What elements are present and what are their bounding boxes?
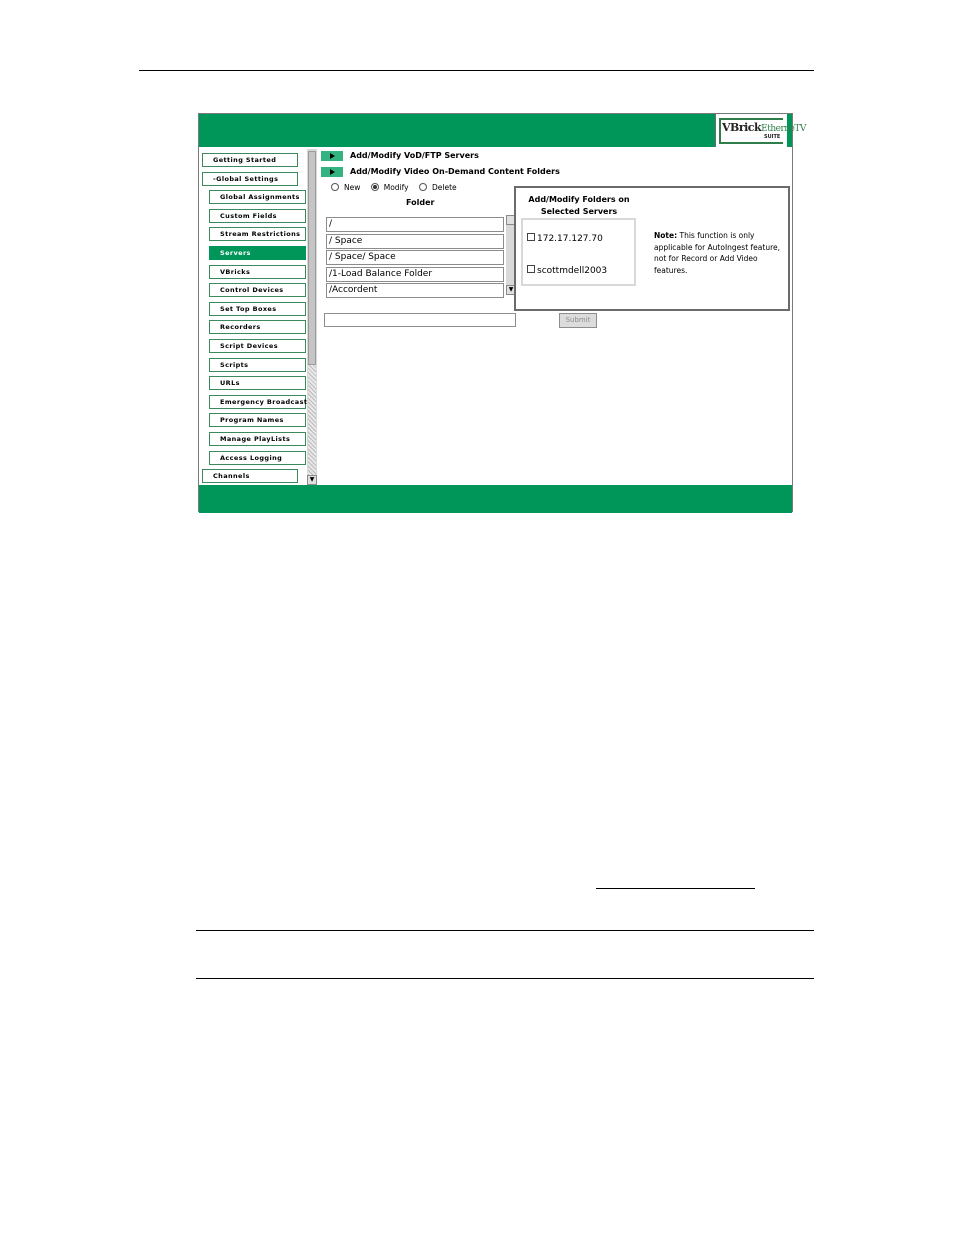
server-item[interactable]: scottmdell2003 [527, 265, 607, 276]
nav-item-control-devices[interactable]: Control Devices [209, 283, 306, 297]
underline-rule [596, 888, 755, 889]
nav-item-stream-restrictions[interactable]: Stream Restrictions [209, 227, 306, 241]
logo-suite: SUITE [764, 134, 781, 140]
note-top-rule [196, 930, 814, 931]
nav-item-scripts[interactable]: Scripts [209, 358, 306, 372]
folder-item[interactable]: /Accordent [326, 283, 504, 298]
nav-scroll-thumb[interactable] [308, 151, 316, 365]
nav-item-custom-fields[interactable]: Custom Fields [209, 209, 306, 223]
folder-item[interactable]: / Space [326, 234, 504, 249]
app-header [199, 114, 792, 147]
vbrick-logo [715, 114, 806, 147]
checkbox-icon[interactable] [527, 265, 535, 273]
radio-modify-icon[interactable] [371, 183, 379, 191]
nav-scroll-track[interactable] [308, 365, 316, 475]
nav-item-emergency-broadcast[interactable]: Emergency Broadcast [209, 395, 306, 409]
nav-item-global-settings[interactable]: -Global Settings [202, 172, 298, 186]
radio-delete[interactable]: Delete [419, 183, 457, 192]
radio-modify[interactable]: Modify [371, 183, 409, 192]
radio-new[interactable]: New [331, 183, 360, 192]
folder-name-input[interactable] [324, 313, 516, 327]
folder-scroll-down-icon[interactable]: ▼ [506, 285, 516, 295]
submit-button[interactable]: Submit [559, 313, 597, 328]
link-vod-content-folders[interactable]: Add/Modify Video On-Demand Content Folders [321, 166, 560, 178]
nav-item-access-logging[interactable]: Access Logging [209, 451, 306, 465]
radio-new-icon[interactable] [331, 183, 339, 191]
note-text: Note: This function is only applicable for AutoIngest feature, not for Record or Add Video features. [654, 231, 780, 275]
nav-item-global-assignments[interactable]: Global Assignments [209, 190, 306, 204]
nav-item-getting-started[interactable]: Getting Started [202, 153, 298, 167]
server-item[interactable]: 172.17.127.70 [527, 233, 603, 244]
nav-item-recorders[interactable]: Recorders [209, 320, 306, 334]
play-icon[interactable] [321, 167, 343, 177]
checkbox-icon[interactable] [527, 233, 535, 241]
nav-item-vbricks[interactable]: VBricks [209, 265, 306, 279]
nav-item-program-names[interactable]: Program Names [209, 413, 306, 427]
folder-item[interactable]: /1-Load Balance Folder [326, 267, 504, 282]
logo-text: VBrickEtherneTV [722, 121, 806, 134]
folder-item[interactable]: / [326, 217, 504, 232]
folder-label: Folder [406, 198, 435, 207]
folder-listbox[interactable] [325, 215, 518, 295]
folder-item[interactable]: / Space/ Space [326, 250, 504, 265]
nav-item-manage-playlists[interactable]: Manage PlayLists [209, 432, 306, 446]
top-rule [139, 70, 814, 71]
app-window [198, 113, 806, 512]
mode-radio-group [331, 183, 465, 192]
nav-item-script-devices[interactable]: Script Devices [209, 339, 306, 353]
play-icon[interactable] [321, 151, 343, 161]
servers-panel-title: Add/Modify Folders on Selected Servers [528, 195, 630, 216]
left-nav [199, 149, 317, 485]
radio-delete-icon[interactable] [419, 183, 427, 191]
app-footer [199, 485, 792, 513]
servers-panel [514, 186, 790, 311]
server-checklist [521, 218, 636, 286]
nav-scroll-down-icon[interactable]: ▼ [307, 475, 317, 485]
note-bottom-rule [196, 978, 814, 979]
nav-item-servers[interactable]: Servers [209, 246, 306, 260]
nav-item-channels[interactable]: Channels [202, 469, 298, 483]
nav-scrollbar[interactable] [307, 149, 317, 485]
link-vod-ftp-servers[interactable]: Add/Modify VoD/FTP Servers [321, 150, 479, 162]
nav-item-set-top-boxes[interactable]: Set Top Boxes [209, 302, 306, 316]
nav-item-urls[interactable]: URLs [209, 376, 306, 390]
